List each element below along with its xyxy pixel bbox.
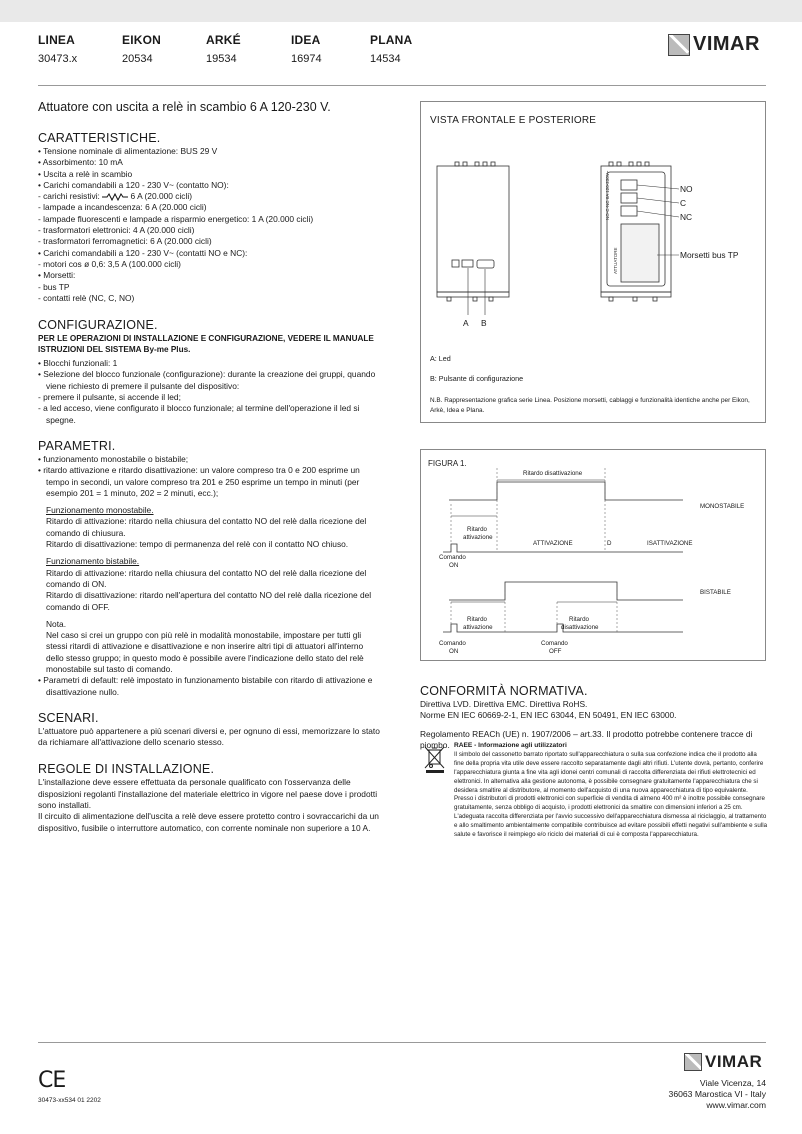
fig-rit-att-2: attivazione: [463, 534, 493, 541]
footer-divider: [38, 1042, 766, 1043]
spec-line: - trasformatori elettronici: 4 A (20.000 cicli): [38, 225, 195, 236]
nb-prefix: N.B.: [430, 397, 443, 404]
label-b: B: [481, 318, 487, 328]
nb-note: [430, 396, 758, 416]
spec-line: - trasformatori ferromagnetici: 6 A (20.000 cicli): [38, 236, 212, 247]
left-column: [38, 100, 382, 834]
fig-on-2: ON: [449, 648, 459, 655]
series-idea: [291, 33, 322, 65]
vimar-logo-footer: [684, 1052, 762, 1072]
header-divider: [38, 85, 766, 86]
bi-title-text: Funzionamento bistabile.: [46, 556, 140, 567]
nota-text: Nel caso si crei un gruppo con più relè in modalità monostabile, impostare per tutti gli stessi ritardi di attivazione e disattivazione e non inserire altri tipi di attuatori all'interno dello stesso gruppo; in questo modo è possibile avere l'indicazione dello stato del relè monostabile sul tasto di comando.: [46, 630, 364, 674]
spec-line: • Carichi comandabili a 120 - 230 V~ (contatti NO e NC):: [38, 247, 248, 258]
nb-text: Rappresentazione grafica serie Linea. Posizione morsetti, cablaggi e funzionalità identiche anche per Eikon, Arkè, Idea e Plana.: [430, 397, 750, 414]
fig-attivazione: ATTIVAZIONE: [533, 540, 573, 547]
scenari-text: L'attuatore può appartenere a più scenari diversi e, per ognuno di essi, memorizzare lo stato da richiamare all'attivazione dello scenario stesso.: [38, 725, 380, 748]
spec-line-resistive: [38, 191, 382, 202]
spec-line: - lampade fluorescenti e lampade a risparmio energetico: 1 A (20.000 cicli): [38, 213, 314, 224]
svg-text:ATTUATORE: ATTUATORE: [613, 247, 618, 274]
spec-line: • Carichi comandabili a 120 - 230 V~ (contatto NO):: [38, 179, 229, 190]
raee-text: Il simbolo del cassonetto barrato riportato sull'apparecchiatura o sulla sua confezione indica che il prodotto alla fine della propria vita utile deve essere raccolto separatamente dagli altri rifiuti. L'utente dovrà, pertanto, conferire l'apparecchiatura giunta a fine vita agli idonei centri comunali di raccolta differenziata dei rifiuti elettrotecnici ed elettronici. In alternativa alla gestione autonoma, è possibile consegnare gratuitamente l'apparecchiatura che si desidera smaltire al distributore, al momento dell'acquisto di una nuova apparecchiatura di tipo equivalente. Presso i distributori di prodotti elettronici con superficie di vendita di almeno 400 m² è inoltre possibile consegnare gratuitamente, senza obbligo di acquisto, i prodotti elettronici da smaltire con dimensioni inferiori a 25 cm. L'adeguata raccolta differenziata per l'avvio successivo dell'apparecchiatura dismessa al riciclaggio, al trattamento e allo smaltimento ambientalmente compatibile contribuisce ad evitare possibili effetti negativi sull'ambiente e sulla salute e favorisce il reimpiego e/o riciclo dei materiali di cui è composta l'apparecchiatura.: [454, 750, 768, 839]
regole-paragraph: Il circuito di alimentazione dell'uscita a relè deve essere protetto contro i sovraccarichi da un dispositivo, fusibile o interruttore automatico, con corrente nominale non superiore a 10 A.: [38, 811, 379, 833]
configurazione-heading: CONFIGURAZIONE.: [38, 318, 158, 333]
crossed-bin-icon: [422, 744, 448, 774]
series-eikon: [122, 33, 161, 65]
address-line-1: Viale Vicenza, 14: [699, 1078, 766, 1088]
default-text: • Parametri di default: relè impostato in funzionamento bistabile con ritardo di attivazione e disattivazione nullo.: [38, 675, 373, 697]
series-code: 30473.x: [38, 53, 78, 65]
figura-box: [420, 449, 766, 661]
series-arke: [206, 33, 241, 65]
label-a: A: [463, 318, 469, 328]
series-name: IDEA: [291, 33, 321, 47]
series-name: LINEA: [38, 33, 75, 47]
config-line: • Blocchi funzionali: 1: [38, 358, 118, 369]
document-title: Attuatore con uscita a relè in scambio 6 A 120-230 V.: [38, 100, 331, 114]
regole-text: [38, 777, 382, 833]
front-module: [437, 162, 509, 301]
config-line: • Selezione del blocco funzionale (configurazione): durante la creazione dei gruppi, quando viene richiesto di premere il pulsante del dispositivo:: [38, 369, 376, 391]
spec-value: 6 A (20.000 cicli): [130, 191, 192, 202]
fig-rit-att-3: Ritardo: [467, 616, 487, 623]
fig-d: D: [607, 540, 612, 547]
figura-title: FIGURA 1.: [428, 459, 467, 468]
company-address: [669, 1078, 766, 1111]
parametri-heading: PARAMETRI.: [38, 438, 116, 453]
website-link[interactable]: www.vimar.com: [706, 1100, 766, 1110]
regole-heading: REGOLE DI INSTALLAZIONE.: [38, 762, 215, 777]
fig-rit-att-1: Ritardo: [467, 526, 487, 533]
spec-line: - lampade a incandescenza: 6 A (20.000 cicli): [38, 202, 207, 213]
address-line-2: 36063 Marostica VI - Italy: [668, 1089, 766, 1099]
series-code: 20534: [122, 53, 153, 65]
fig-rit-dis-4: disattivazione: [561, 624, 599, 631]
fig-bistabile: BISTABILE: [700, 589, 731, 596]
spec-line: • Tensione nominale di alimentazione: BUS 29 V: [38, 146, 218, 156]
spec-line: • Morsetti:: [38, 270, 76, 281]
mono-line: Ritardo di attivazione: ritardo nella chiusura del contatto NO del relè dalla ricezione del comando di chiusura.: [46, 516, 367, 538]
svg-text:NO·C·NC 6A 120-230V~: NO·C·NC 6A 120-230V~: [605, 170, 610, 220]
bi-title: [38, 556, 382, 567]
nota-title: Nota.: [46, 618, 67, 629]
fig-rit-dis: Ritardo disattivazione: [523, 470, 583, 477]
fig-off: OFF: [549, 648, 562, 655]
fig-rit-att-4: attivazione: [463, 624, 493, 631]
label-c: C: [680, 198, 687, 208]
brand-name-footer: VIMAR: [705, 1052, 763, 1071]
label-nc: NC: [680, 212, 693, 222]
fig-monostabile: MONOSTABILE: [700, 503, 745, 510]
conformita-l3: Regolamento REACh (UE) n. 1907/2006 – art.33. Il prodotto potrebbe contenere tracce di piombo.: [420, 728, 753, 750]
legend-b: B: Pulsante di configurazione: [430, 374, 524, 383]
spec-line: • Uscita a relè in scambio: [38, 168, 133, 179]
fig-rit-dis-3: Ritardo: [569, 616, 589, 623]
fig-isattivazione: ISATTIVAZIONE: [647, 540, 693, 547]
document-code: 30473-xx534 01 2202: [38, 1097, 101, 1104]
param-line: • funzionamento monostabile o bistabile;: [38, 453, 189, 464]
conformita-l2: Norme EN IEC 60669-2-1, EN IEC 63044, EN 50491, EN IEC 63000.: [420, 710, 677, 721]
raee-title: RAEE - Informazione agli utilizzatori: [454, 742, 567, 749]
raee-block: [454, 742, 768, 840]
spec-line: - contatti relè (NC, C, NO): [38, 292, 135, 303]
vista-title: VISTA FRONTALE E POSTERIORE: [430, 115, 597, 126]
fig-comando-1: Comando: [439, 554, 466, 561]
scenari-heading: SCENARI.: [38, 710, 99, 725]
label-bus: Morsetti bus TP: [680, 250, 739, 260]
series-plana: [370, 33, 412, 65]
spec-line: - bus TP: [38, 281, 70, 292]
caratteristiche-list: [38, 146, 382, 304]
vista-box: [420, 101, 766, 423]
spec-label: - carichi resistivi:: [38, 191, 100, 202]
caratteristiche-heading: CARATTERISTICHE.: [38, 131, 161, 145]
fig-comando-3: Comando: [541, 640, 568, 647]
config-line: - premere il pulsante, si accende il led;: [38, 392, 181, 403]
top-bar: [0, 0, 802, 22]
rear-module: [601, 162, 671, 301]
series-name: EIKON: [122, 33, 162, 47]
label-no: NO: [680, 184, 693, 194]
mono-title: [38, 505, 382, 516]
fig-on-1: ON: [449, 562, 459, 569]
legend-a: A: Led: [430, 354, 451, 363]
vimar-logo-icon: [684, 1053, 702, 1071]
conformita-l1: Direttiva LVD. Direttiva EMC. Direttiva RoHS.: [420, 699, 588, 709]
fig-comando-2: Comando: [439, 640, 466, 647]
ce-mark: CE: [38, 1068, 66, 1093]
vimar-logo: [668, 33, 760, 56]
spec-line: - motori cos ø 0,6: 3,5 A (100.000 cicli): [38, 258, 181, 269]
series-code: 19534: [206, 53, 237, 65]
regole-paragraph: L'installazione deve essere effettuata da personale qualificato con l'osservanza delle disposizioni regolanti l'installazione del materiale elettrico in vigore nel paese dove i prodotti sono installati.: [38, 777, 378, 811]
brand-name: VIMAR: [693, 33, 760, 55]
mono-title-text: Funzionamento monostabile.: [46, 505, 154, 516]
param-line: • ritardo attivazione e ritardo disattivazione: un valore compreso tra 0 e 200 esprime un tempo in secondi, un valore compreso tra 201 e 250 esprime un tempo in minuti (per esempio 201 = 1 minuto, 202 = 2 minuti, ecc.);: [38, 465, 360, 498]
series-code: 16974: [291, 53, 322, 65]
series-name: PLANA: [370, 33, 413, 47]
mono-line: Ritardo di disattivazione: tempo di permanenza del relè con il contatto NO chiuso.: [46, 539, 349, 550]
conformita-heading: CONFORMITÀ NORMATIVA.: [420, 684, 588, 698]
configurazione-note: PER LE OPERAZIONI DI INSTALLAZIONE E CONFIGURAZIONE, VEDERE IL MANUALE ISTRUZIONI DEL SISTEMA By-me Plus.: [38, 334, 374, 355]
resistor-icon: [102, 193, 128, 201]
series-linea: [38, 33, 77, 65]
configurazione-list: [38, 358, 382, 426]
config-line: - a led acceso, viene configurato il blocco funzionale; al termine dell'operazione il led si spegne.: [38, 403, 360, 425]
vimar-logo-icon: [668, 34, 690, 56]
parametri-list: [38, 454, 382, 698]
bi-line: Ritardo di attivazione: ritardo nella chiusura del contatto NO del relè dalla ricezione del comando di ON.: [46, 567, 367, 589]
bi-line: Ritardo di disattivazione: ritardo nell'apertura del contatto NO del relè dalla ricezione del comando di OFF.: [46, 590, 372, 612]
spec-line: • Assorbimento: 10 mA: [38, 157, 123, 168]
series-code: 14534: [370, 53, 401, 65]
series-name: ARKÉ: [206, 33, 241, 47]
